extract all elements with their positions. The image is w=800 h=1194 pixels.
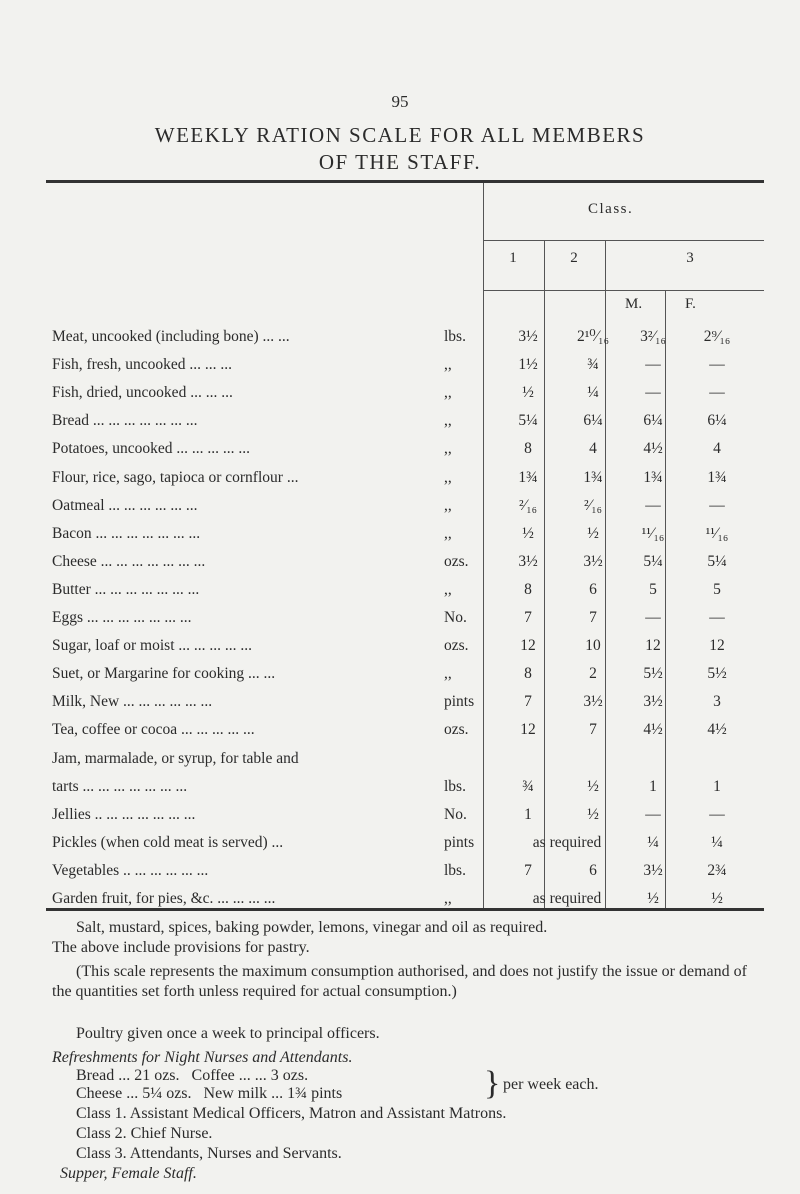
page-title: WEEKLY RATION SCALE FOR ALL MEMBERS xyxy=(154,123,646,147)
table-row xyxy=(52,693,764,710)
value-cell-c4: 6¼ xyxy=(707,412,727,430)
value-cell-c4: ¹¹⁄₁₆ xyxy=(705,524,729,542)
value-cell-c3: 12 xyxy=(645,637,661,655)
value-cell-c1: 5¼ xyxy=(518,412,538,430)
unit-cell: ,, xyxy=(444,665,452,683)
value-cell-c4: — xyxy=(709,609,725,626)
value-cell-c3: — xyxy=(645,496,661,514)
value-cell-c3: 5½ xyxy=(643,665,663,683)
class-definition: Class 2. Chief Nurse. xyxy=(76,1125,213,1142)
table-row xyxy=(52,806,764,823)
table-row xyxy=(52,862,764,879)
table-row xyxy=(52,356,764,373)
value-cell-c4: 5½ xyxy=(707,665,727,683)
value-cell-c1: 1½ xyxy=(518,356,538,374)
header-rule xyxy=(483,290,764,291)
item-label: Fish, dried, uncooked ... ... ... xyxy=(52,384,233,402)
value-cell-c2: 4 xyxy=(589,440,597,458)
value-cell-c1: 12 xyxy=(520,637,536,655)
value-cell-c1: ½ xyxy=(522,384,534,402)
value-cell-c4: ½ xyxy=(711,890,723,907)
value-cell-c2: ¼ xyxy=(587,384,599,402)
item-label: Milk, New ... ... ... ... ... ... xyxy=(52,693,213,711)
item-label: Fish, fresh, uncooked ... ... ... xyxy=(52,356,232,374)
unit-cell: ,, xyxy=(444,468,452,486)
male-header: M. xyxy=(625,296,643,312)
note-pastry: The above include provisions for pastry. xyxy=(52,939,310,956)
unit-cell: No. xyxy=(444,609,467,626)
class-number: 3 xyxy=(686,250,694,266)
item-label: Jellies .. ... ... ... ... ... ... xyxy=(52,805,196,823)
value-cell-c1: 12 xyxy=(520,721,536,739)
unit-cell: ,, xyxy=(444,580,452,598)
value-cell-c4: — xyxy=(709,384,725,402)
unit-cell: lbs. xyxy=(444,328,466,345)
value-cell-c4: 12 xyxy=(709,637,725,655)
value-cell-c1: 7 xyxy=(524,609,532,626)
refreshments-line: Cheese ... 5¼ ozs. New milk ... 1¾ pints xyxy=(76,1085,343,1102)
unit-cell: ozs. xyxy=(444,552,469,570)
table-row xyxy=(52,412,764,429)
unit-cell: pints xyxy=(444,693,475,711)
value-cell-c1: ½ xyxy=(522,524,534,542)
value-cell-c4: 2⁹⁄₁₆ xyxy=(703,328,731,345)
value-cell-c2: ½ xyxy=(587,805,599,823)
value-cell-c3: 6¼ xyxy=(643,412,663,430)
value-cell-c1: 7 xyxy=(524,693,532,711)
value-cell-c1: 1¾ xyxy=(518,468,538,486)
table-row xyxy=(52,384,764,401)
table-row xyxy=(52,890,764,907)
value-cell-c2: 6 xyxy=(589,861,597,879)
value-cell-c3: ½ xyxy=(647,890,659,907)
value-cell-c4: ¼ xyxy=(711,833,723,851)
class-header: Class. xyxy=(588,201,634,217)
value-cell-c3: — xyxy=(645,805,661,823)
per-week-each: per week each. xyxy=(503,1076,599,1093)
item-label: Oatmeal ... ... ... ... ... ... xyxy=(52,496,198,514)
value-cell-c3: ¼ xyxy=(647,833,659,851)
class-number: 2 xyxy=(570,250,578,266)
value-cell-c4: 1 xyxy=(713,777,721,795)
item-label: Garden fruit, for pies, &c. ... ... ... ... xyxy=(52,890,276,907)
value-cell-c2: 10 xyxy=(585,637,601,655)
table-row xyxy=(52,469,764,486)
value-cell-c3: — xyxy=(645,356,661,374)
table-row xyxy=(52,525,764,542)
spanned-cell: as required xyxy=(532,890,602,907)
table-row xyxy=(52,497,764,514)
item-label: Tea, coffee or cocoa ... ... ... ... ... xyxy=(52,721,255,739)
column-divider xyxy=(483,183,484,908)
value-cell-c2: 7 xyxy=(589,721,597,739)
value-cell-c4: 5 xyxy=(713,580,721,598)
item-label: tarts ... ... ... ... ... ... ... xyxy=(52,777,188,795)
value-cell-c3: — xyxy=(645,384,661,402)
value-cell-c1: 8 xyxy=(524,440,532,458)
item-label: Butter ... ... ... ... ... ... ... xyxy=(52,580,200,598)
value-cell-c4: 4 xyxy=(713,440,721,458)
value-cell-c3: 5 xyxy=(649,580,657,598)
note-scale: (This scale represents the maximum consumption authorised, and does not justify the issue or demand of the quantities set forth unless required for actual consumption.) xyxy=(52,963,747,1000)
unit-cell: lbs. xyxy=(444,777,466,795)
unit-cell: ,, xyxy=(444,384,452,402)
brace: } xyxy=(484,1065,501,1102)
item-label: Bread ... ... ... ... ... ... ... xyxy=(52,412,198,430)
table-row xyxy=(52,778,764,795)
unit-cell: ,, xyxy=(444,440,452,458)
item-label: Cheese ... ... ... ... ... ... ... xyxy=(52,552,206,570)
unit-cell: No. xyxy=(444,805,467,823)
table-row xyxy=(52,328,764,345)
unit-cell: ,, xyxy=(444,412,452,430)
refreshments-line: Bread ... 21 ozs. Coffee ... ... 3 ozs. xyxy=(76,1067,309,1084)
unit-cell: ,, xyxy=(444,890,452,907)
item-label: Vegetables .. ... ... ... ... ... xyxy=(52,861,209,879)
table-row xyxy=(52,834,764,851)
unit-cell: ,, xyxy=(444,524,452,542)
value-cell-c2: 6 xyxy=(589,580,597,598)
spanned-cell: as required xyxy=(532,833,602,851)
value-cell-c3: ¹¹⁄₁₆ xyxy=(641,524,665,542)
table-row xyxy=(52,665,764,682)
item-label: Eggs ... ... ... ... ... ... ... xyxy=(52,609,192,626)
table-row xyxy=(52,750,764,767)
value-cell-c1: 3½ xyxy=(518,552,538,570)
value-cell-c1: 8 xyxy=(524,665,532,683)
header-rule xyxy=(483,240,764,241)
value-cell-c2: 3½ xyxy=(583,693,603,711)
value-cell-c3: 3½ xyxy=(643,861,663,879)
value-cell-c4: 1¾ xyxy=(707,468,727,486)
value-cell-c2: ½ xyxy=(587,524,599,542)
table-bottom-rule xyxy=(46,908,764,911)
unit-cell: pints xyxy=(444,833,475,851)
item-label: Sugar, loaf or moist ... ... ... ... ... xyxy=(52,637,253,655)
value-cell-c3: 4½ xyxy=(643,440,663,458)
class-definition: Class 3. Attendants, Nurses and Servants. xyxy=(76,1145,342,1162)
item-label: Flour, rice, sago, tapioca or cornflour ... xyxy=(52,468,299,486)
table-row xyxy=(52,721,764,738)
value-cell-c2: 6¼ xyxy=(583,412,603,430)
value-cell-c1: 8 xyxy=(524,580,532,598)
value-cell-c3: 1¾ xyxy=(643,468,663,486)
value-cell-c3: 3²⁄₁₆ xyxy=(640,328,666,345)
value-cell-c2: 3½ xyxy=(583,552,603,570)
value-cell-c1: 3½ xyxy=(518,328,538,345)
value-cell-c1: ¾ xyxy=(522,777,534,795)
item-label: Jam, marmalade, or syrup, for table and xyxy=(52,749,299,767)
unit-cell: ozs. xyxy=(444,721,469,739)
value-cell-c2: ²⁄₁₆ xyxy=(583,496,603,514)
value-cell-c2: 2¹⁰⁄₁₆ xyxy=(576,328,609,345)
value-cell-c3: 4½ xyxy=(643,721,663,739)
unit-cell: ,, xyxy=(444,356,452,374)
item-label: Meat, uncooked (including bone) ... ... xyxy=(52,328,290,345)
value-cell-c4: 3 xyxy=(713,693,721,711)
unit-cell: ozs. xyxy=(444,637,469,655)
value-cell-c2: ½ xyxy=(587,777,599,795)
table-row xyxy=(52,609,764,626)
table-row xyxy=(52,581,764,598)
value-cell-c4: 2¾ xyxy=(707,861,727,879)
supper-heading: Supper, Female Staff. xyxy=(60,1165,197,1182)
value-cell-c3: — xyxy=(645,609,661,626)
table-top-rule xyxy=(46,180,764,183)
note-poultry: Poultry given once a week to principal officers. xyxy=(76,1025,380,1042)
refreshments-heading: Refreshments for Night Nurses and Attendants. xyxy=(52,1049,353,1066)
value-cell-c4: — xyxy=(709,496,725,514)
table-row xyxy=(52,637,764,654)
note-condiments: Salt, mustard, spices, baking powder, lemons, vinegar and oil as required. xyxy=(76,919,548,936)
page-title-continued: OF THE STAFF. xyxy=(318,150,482,174)
item-label: Pickles (when cold meat is served) ... xyxy=(52,833,284,851)
class-definition: Class 1. Assistant Medical Officers, Matron and Assistant Matrons. xyxy=(76,1105,507,1122)
table-row xyxy=(52,440,764,457)
value-cell-c3: 3½ xyxy=(643,693,663,711)
value-cell-c2: 7 xyxy=(589,609,597,626)
page-number: 95 xyxy=(391,92,409,111)
class-number: 1 xyxy=(509,250,517,266)
table-row xyxy=(52,553,764,570)
value-cell-c1: 7 xyxy=(524,861,532,879)
value-cell-c2: 2 xyxy=(589,665,597,683)
value-cell-c3: 1 xyxy=(649,777,657,795)
value-cell-c4: — xyxy=(709,356,725,374)
value-cell-c2: ¾ xyxy=(587,356,599,374)
item-label: Suet, or Margarine for cooking ... ... xyxy=(52,665,276,683)
value-cell-c1: ²⁄₁₆ xyxy=(518,496,538,514)
value-cell-c1: 1 xyxy=(524,805,532,823)
female-header: F. xyxy=(685,296,696,312)
item-label: Potatoes, uncooked ... ... ... ... ... xyxy=(52,440,251,458)
value-cell-c4: 5¼ xyxy=(707,552,727,570)
unit-cell: lbs. xyxy=(444,861,466,879)
unit-cell: ,, xyxy=(444,496,452,514)
value-cell-c4: 4½ xyxy=(707,721,727,739)
value-cell-c2: 1¾ xyxy=(583,468,603,486)
item-label: Bacon ... ... ... ... ... ... ... xyxy=(52,524,201,542)
value-cell-c4: — xyxy=(709,805,725,823)
value-cell-c3: 5¼ xyxy=(643,552,663,570)
